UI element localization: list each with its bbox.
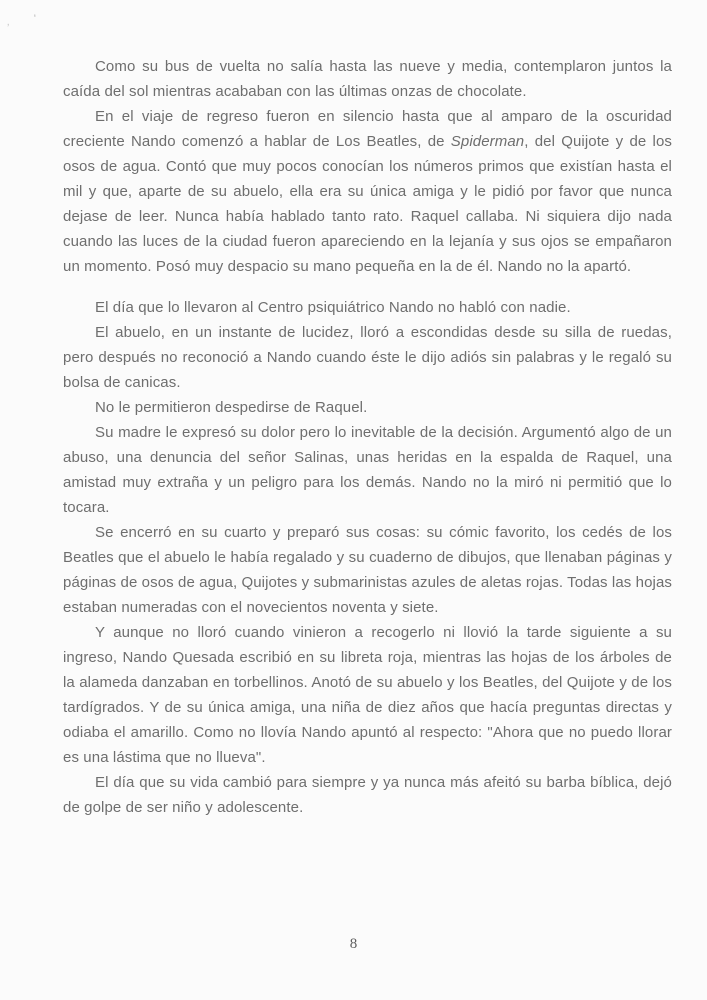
body-text: Su madre le expresó su dolor pero lo inevitable de la decisión. Argumentó algo de un abuso, una denuncia del señor Salinas, unas heridas en la espalda de Raquel, una amistad muy extraña y un peligro para los demás. Nando no la miró ni permitió que lo tocara. <box>63 424 672 516</box>
scan-speck-icon: , <box>6 15 11 29</box>
body-text: En el viaje de regreso fueron en silencio hasta que al amparo de la oscuridad creciente Nando comenzó a hablar de Los Beatles, de <box>63 108 672 150</box>
scan-speck-icon: ' <box>33 12 37 26</box>
paragraph <box>63 320 672 395</box>
paragraph <box>63 54 672 104</box>
body-text: Se encerró en su cuarto y preparó sus cosas: su cómic favorito, los cedés de los Beatles que el abuelo le había regalado y su cuaderno de dibujos, que llenaban páginas y páginas de osos de agua, Quijotes y submarinistas azules de aletas rojas. Todas las hojas estaban numeradas con el novecientos noventa y siete. <box>63 524 672 616</box>
italic-text: Spiderman <box>450 133 525 150</box>
paragraph <box>63 770 672 820</box>
body-text: Como su bus de vuelta no salía hasta las nueve y media, contemplaron juntos la caída del sol mientras acababan con las últimas onzas de chocolate. <box>63 58 672 100</box>
body-text: , del Quijote y de los osos de agua. Contó que muy pocos conocían los números primos que existían hasta el mil y que, aparte de su abuelo, ella era su única amiga y le pidió por favor que nunca dejase de leer. Nunca había hablado tanto rato. Raquel callaba. Ni siquiera dijo nada cuando las luces de la ciudad fueron apareciendo en la lejanía y sus ojos se empañaron un momento. Posó muy despacio su mano pequeña en la de él. Nando no la apartó. <box>63 133 673 275</box>
body-text: Y aunque no lloró cuando vinieron a recogerlo ni llovió la tarde siguiente a su ingreso, Nando Quesada escribió en su libreta roja, mientras las hojas de los árboles de la alameda danzaban en torbellinos. Anotó de su abuelo y los Beatles, del Quijote y de los tardígrados. Y de su única amiga, una niña de diez años que hacía preguntas directas y odiaba el amarillo. Como no llovía Nando apuntó al respecto: "Ahora que no puedo llorar es una lástima que no llueva". <box>63 624 672 766</box>
paragraph <box>63 295 672 320</box>
page-number: 8 <box>349 936 358 952</box>
body-text: El día que su vida cambió para siempre y ya nunca más afeitó su barba bíblica, dejó de golpe de ser niño y adolescente. <box>63 774 672 816</box>
paragraph <box>63 395 672 420</box>
body-text: El día que lo llevaron al Centro psiquiátrico Nando no habló con nadie. <box>95 299 571 316</box>
paragraph <box>63 104 672 279</box>
paragraph <box>63 420 672 520</box>
body-text: El abuelo, en un instante de lucidez, lloró a escondidas desde su silla de ruedas, pero después no reconoció a Nando cuando éste le dijo adiós sin palabras y le regaló su bolsa de canicas. <box>63 324 672 391</box>
paragraph <box>63 520 672 620</box>
body-text: No le permitieron despedirse de Raquel. <box>95 399 368 416</box>
paragraph <box>63 620 672 770</box>
text-block <box>63 54 672 820</box>
